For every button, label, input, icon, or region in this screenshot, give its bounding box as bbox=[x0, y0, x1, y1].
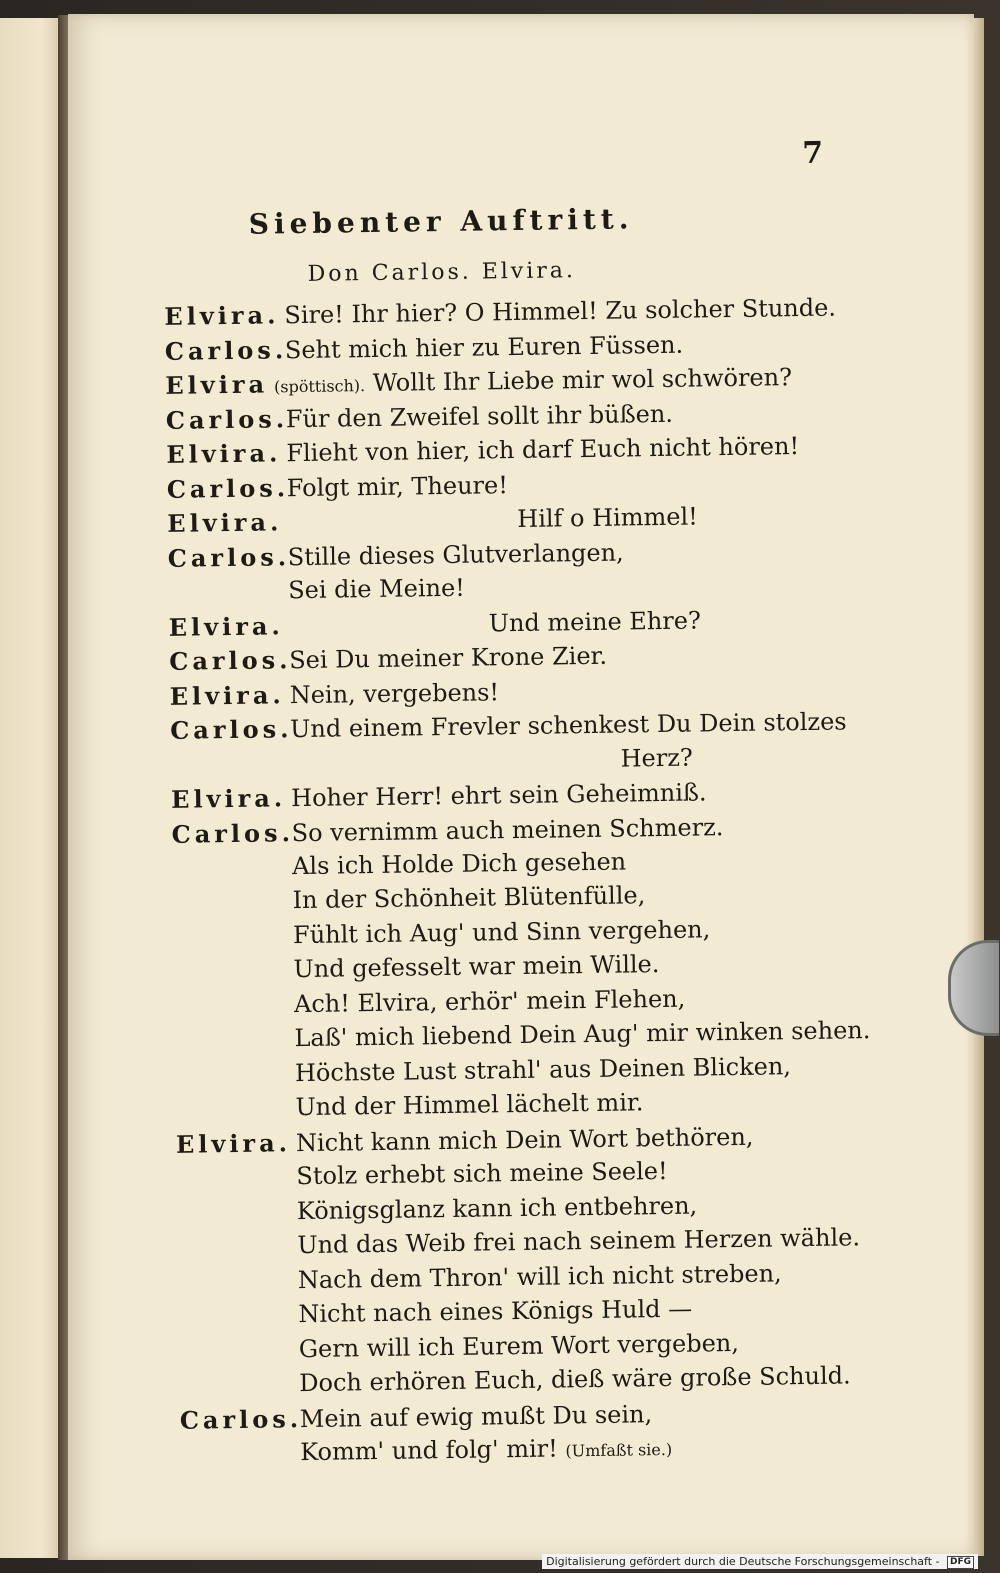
dialogue-line bbox=[171, 812, 723, 849]
speaker bbox=[168, 598, 288, 600]
dialogue-line bbox=[167, 470, 508, 504]
page-number: 7 bbox=[801, 135, 824, 171]
line-text: Sei die Meine! bbox=[288, 573, 466, 605]
line-text: Mein auf ewig mußt Du sein, bbox=[299, 1400, 653, 1434]
speaker: Elvira. bbox=[170, 783, 287, 814]
verse-line: Und gefesselt war mein Wille. bbox=[293, 950, 660, 984]
dialogue-line bbox=[168, 574, 465, 606]
dialogue-line bbox=[169, 641, 607, 676]
line-text: Sei Du meiner Krone Zier. bbox=[289, 641, 608, 675]
line-text: Und meine Ehre? bbox=[488, 606, 702, 638]
speaker: Carlos. bbox=[169, 645, 292, 676]
speaker: Elvira. bbox=[167, 507, 283, 538]
dialogue-line bbox=[171, 777, 707, 813]
verse-line: Nicht nach eines Königs Huld — bbox=[298, 1294, 693, 1329]
verse-line: Höchste Lust strahl' aus Deinen Blicken, bbox=[294, 1052, 792, 1088]
line-text: Nein, vergebens! bbox=[289, 678, 500, 710]
page-content bbox=[58, 8, 985, 1566]
speaker bbox=[171, 771, 291, 773]
speaker: Carlos. bbox=[164, 335, 288, 366]
speaker: Elvira. bbox=[168, 611, 284, 642]
dialogue-line bbox=[169, 605, 701, 641]
verse-line: Gern will ich Eurem Wort vergeben, bbox=[298, 1328, 740, 1364]
line-text: Nicht kann mich Dein Wort bethören, bbox=[295, 1122, 754, 1158]
speaker: Carlos. bbox=[165, 404, 289, 435]
line-text: Hilf o Himmel! bbox=[517, 502, 698, 533]
line-text: Sire! Ihr hier? O Himmel! Zu solcher Stunde. bbox=[284, 293, 837, 330]
verse-line: In der Schönheit Blütenfülle, bbox=[292, 881, 646, 915]
speaker: Elvira. bbox=[169, 680, 285, 711]
verse-line: Und der Himmel lächelt mir. bbox=[295, 1088, 644, 1122]
line-text: Hoher Herr! ehrt sein Geheimniß. bbox=[290, 778, 707, 813]
footer-text: Digitalisierung gefördert durch die Deutsche Forschungsgemeinschaft - bbox=[546, 1555, 940, 1568]
line-text: Herz? bbox=[620, 743, 693, 773]
dialogue-line bbox=[180, 1399, 653, 1435]
verse-line: Fühlt ich Aug' und Sinn vergehen, bbox=[292, 915, 711, 950]
speaker: Carlos. bbox=[166, 473, 290, 504]
line-text: Stille dieses Glutverlangen, bbox=[287, 538, 624, 572]
verse-line: Doch erhören Euch, dieß wäre große Schuld. bbox=[299, 1361, 851, 1398]
verse-line: Und das Weib frei nach seinem Herzen wähle. bbox=[297, 1223, 861, 1260]
dialogue-line bbox=[167, 501, 698, 537]
stage-direction: (spöttisch). bbox=[273, 376, 366, 397]
scene-characters: Don Carlos. Elvira. bbox=[307, 258, 577, 287]
speaker: Carlos. bbox=[179, 1404, 303, 1435]
dialogue-line bbox=[165, 330, 684, 366]
dialogue-line bbox=[170, 706, 847, 744]
dialogue-line bbox=[164, 293, 836, 331]
dialogue-line bbox=[166, 431, 799, 469]
line-text: Komm' und folg' mir! bbox=[300, 1434, 558, 1467]
speaker: Elvira bbox=[165, 369, 269, 400]
speaker: Elvira. bbox=[164, 300, 280, 331]
verse-line: Ach! Elvira, erhör' mein Flehen, bbox=[293, 984, 686, 1019]
line-text: Wollt Ihr Liebe mir wol schwören? bbox=[372, 363, 793, 397]
facing-page-edge bbox=[0, 18, 60, 1558]
dialogue-line bbox=[176, 1122, 754, 1159]
speaker: Carlos. bbox=[167, 542, 291, 573]
verse-line: Als ich Holde Dich gesehen bbox=[291, 847, 627, 881]
line-text: Flieht von hier, ich darf Euch nicht hören! bbox=[286, 432, 800, 468]
stage-direction: (Umfaßt sie.) bbox=[565, 1439, 673, 1461]
speaker: Elvira. bbox=[166, 438, 282, 469]
dialogue-line bbox=[168, 538, 624, 573]
dialogue-line bbox=[170, 744, 692, 779]
book-page bbox=[68, 14, 974, 1560]
line-text: Für den Zweifel sollt ihr büßen. bbox=[285, 399, 674, 434]
verse-line bbox=[300, 1433, 672, 1466]
verse-line: Stolz erhebt sich meine Seele! bbox=[296, 1156, 668, 1191]
digitization-footer bbox=[542, 1554, 978, 1569]
verse-line: Nach dem Thron' will ich nicht streben, bbox=[297, 1259, 782, 1295]
speaker: Carlos. bbox=[171, 818, 295, 849]
line-text: So vernimm auch meinen Schmerz. bbox=[291, 813, 724, 848]
dfg-logo: DFG bbox=[947, 1556, 974, 1569]
speaker: Elvira. bbox=[175, 1128, 292, 1159]
dialogue-line bbox=[166, 399, 673, 435]
line-text: Seht mich hier zu Euren Füssen. bbox=[284, 330, 684, 365]
speaker: Carlos. bbox=[169, 714, 293, 745]
scene-title: Siebenter Auftritt. bbox=[248, 202, 634, 241]
dialogue-line bbox=[170, 677, 500, 711]
page-edge bbox=[974, 18, 984, 1556]
line-text: Folgt mir, Theure! bbox=[286, 471, 509, 503]
dialogue-line bbox=[165, 362, 792, 400]
verse-line: Königsglanz kann ich entbehren, bbox=[296, 1191, 698, 1226]
line-text: Und einem Frevler schenkest Du Dein stolzes bbox=[289, 707, 847, 744]
verse-line: Laß' mich liebend Dein Aug' mir winken sehen. bbox=[294, 1016, 871, 1053]
